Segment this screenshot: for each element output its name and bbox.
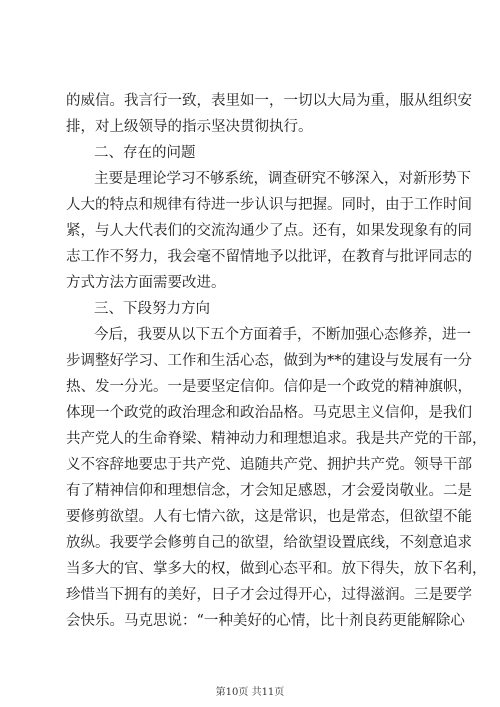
- text-line: 义不容辞地要忠于共产党、追随共产党、拥护共产党。领导干部: [66, 457, 472, 473]
- paragraph-first-line: 主要是理论学习不够系统，调查研究不够深入，对新形势下: [94, 171, 471, 187]
- text-line: 会快乐。马克思说：“一种美好的心情，比十剂良药更能解除心: [66, 613, 465, 629]
- text-line: 体现一个政党的政治理念和政治品格。马克思主义信仰，是我们: [66, 405, 472, 421]
- text-line: 步调整好学习、工作和生活心态，做到为**的建设与发展有一分: [66, 353, 472, 369]
- text-line: 的威信。我言行一致，表里如一，一切以大局为重，服从组织安: [66, 93, 472, 109]
- text-line: 排，对上级领导的指示坚决贯彻执行。: [66, 119, 313, 135]
- section-heading: 三、下段努力方向: [94, 301, 210, 317]
- paragraph-first-line: 今后，我要从以下五个方面着手，不断加强心态修养，进一: [94, 327, 471, 343]
- text-line: 共产党人的生命脊梁、精神动力和理想追求。我是共产党的干部，: [66, 431, 487, 447]
- text-line: 热、发一分光。一是要坚定信仰。信仰是一个政党的精神旗帜，: [66, 379, 472, 395]
- document-body: [66, 88, 487, 634]
- text-line: 人大的特点和规律有待进一步认识与把握。同时，由于工作时间: [66, 197, 472, 213]
- text-line: 放纵。我要学会修剪自己的欲望，给欲望设置底线，不刻意追求: [66, 535, 472, 551]
- text-line: 珍惜当下拥有的美好，日子才会过得开心，过得滋润。三是要学: [66, 587, 472, 603]
- text-line: 有了精神信仰和理想信念，才会知足感恩，才会爱岗敬业。二是: [66, 483, 472, 499]
- text-line: 紧，与人大代表们的交流沟通少了点。还有，如果发现象有的同: [66, 223, 472, 239]
- text-line: 志工作不努力，我会毫不留情地予以批评，在教育与批评同志的: [66, 249, 472, 265]
- text-line: 当多大的官、掌多大的权，做到心态平和。放下得失，放下名利，: [66, 561, 487, 577]
- text-line: 要修剪欲望。人有七情六欲，这是常识，也是常态，但欲望不能: [66, 509, 472, 525]
- page-number-footer: 第10页 共11页: [215, 687, 285, 698]
- text-line: 方式方法方面需要改进。: [66, 275, 226, 291]
- section-heading: 二、存在的问题: [94, 145, 196, 161]
